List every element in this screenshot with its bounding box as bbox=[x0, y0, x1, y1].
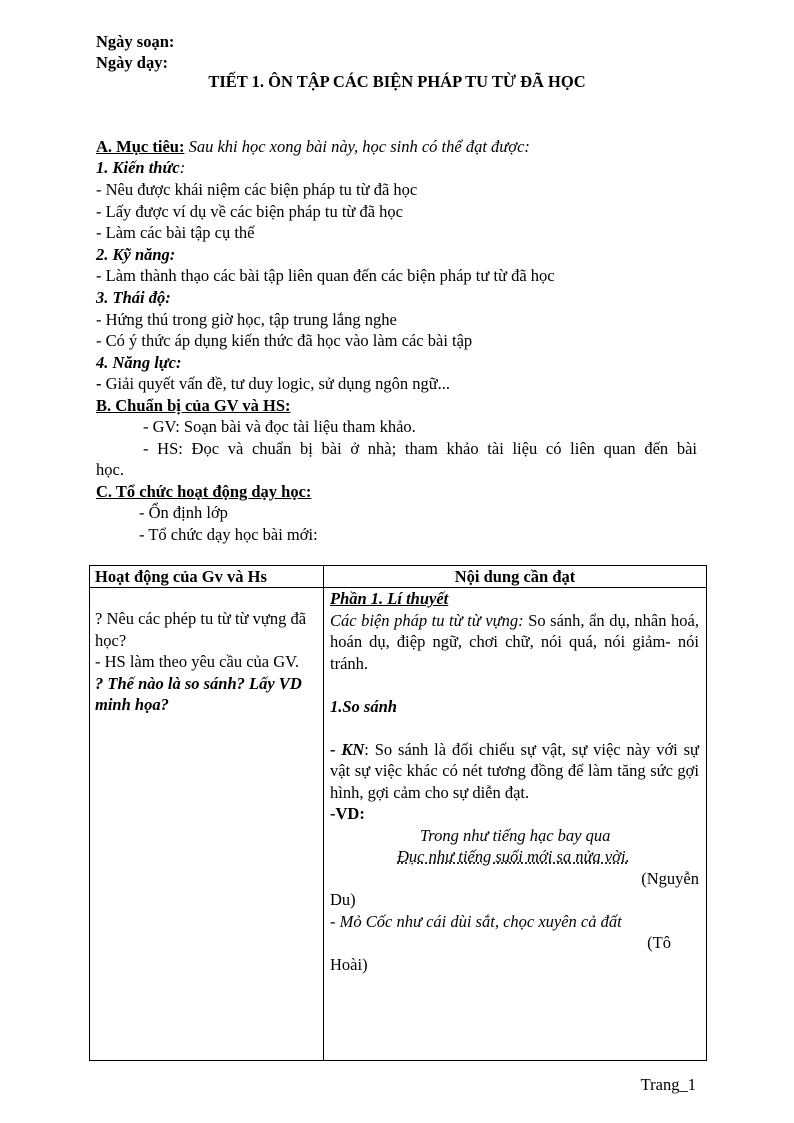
organization-item: - Ổn định lớp bbox=[139, 503, 228, 522]
definition-paragraph bbox=[330, 739, 699, 804]
knowledge-item: - Làm các bài tập cụ thể bbox=[96, 223, 255, 242]
competence-line bbox=[96, 373, 450, 394]
knowledge-item: - Nêu được khái niệm các biện pháp tu từ đã học bbox=[96, 180, 418, 199]
kn-dash: - bbox=[330, 739, 342, 759]
competence-text: Giải quyết vấn đề, tư duy logic, sử dụng ngôn ngữ... bbox=[101, 374, 451, 393]
lesson-title: TIẾT 1. ÔN TẬP CÁC BIỆN PHÁP TU TỪ ĐÃ HỌC bbox=[208, 72, 586, 91]
knowledge-heading-line bbox=[96, 157, 185, 178]
kn-label: KN bbox=[341, 739, 365, 759]
date-taught-label: Ngày dạy: bbox=[96, 53, 168, 72]
content-cell bbox=[324, 588, 707, 1061]
preparation-heading: B. Chuẩn bị của GV và HS: bbox=[96, 396, 291, 415]
date-prepared-label: Ngày soạn: bbox=[96, 32, 175, 51]
author-1-second: Du) bbox=[330, 890, 356, 909]
competence-dash: - bbox=[96, 374, 102, 393]
page-number: Trang_1 bbox=[640, 1075, 696, 1094]
header-content: Nội dung cần đạt bbox=[324, 566, 707, 588]
organization-heading: C. Tổ chức hoạt động dạy học: bbox=[96, 482, 312, 501]
part-title: Phần 1. Lí thuyết bbox=[330, 589, 449, 608]
table-row bbox=[90, 588, 707, 1061]
objectives-heading: A. Mục tiêu: bbox=[96, 137, 185, 156]
knowledge-heading: 1. Kiến thức bbox=[96, 158, 180, 177]
objectives-intro: Sau khi học xong bài này, học sinh có thể đạt được: bbox=[184, 137, 530, 156]
preparation-hs-line1: - HS: Đọc và chuẩn bị bài ở nhà; tham khảo tài liệu có liên quan đến bài bbox=[143, 439, 697, 458]
attitude-item: - Hứng thú trong giờ học, tập trung lắng nghe bbox=[96, 310, 397, 329]
poem-line-1: Trong như tiếng hạc bay qua bbox=[420, 825, 611, 845]
preparation-hs-line2: học. bbox=[96, 460, 124, 479]
example-2: - Mỏ Cốc như cái dùi sắt, chọc xuyên cả đất bbox=[330, 911, 622, 931]
kn-text: : So sánh là đối chiếu sự vật, sự việc này với sự vật sự việc khác có nét tương đồng để làm tăng sức gợi hình, gợi cảm cho sự diễn đạt. bbox=[330, 739, 699, 802]
intro-paragraph bbox=[330, 610, 699, 675]
answer-1: - HS làm theo yêu cầu của GV. bbox=[95, 652, 300, 671]
skills-heading: 2. Kỹ năng: bbox=[96, 245, 176, 264]
author-2-first: (Tô bbox=[647, 933, 671, 952]
lesson-activity-table bbox=[89, 565, 707, 1061]
skills-item: - Làm thành thạo các bài tập liên quan đến các biện pháp tư từ đã học bbox=[96, 266, 555, 285]
activities-cell bbox=[90, 588, 324, 1061]
intro-label: Các biện pháp tu từ từ vựng: bbox=[330, 610, 524, 630]
table-header-row bbox=[90, 566, 707, 588]
intro-text: So sánh, ẩn dụ, nhân hoá, hoán dụ, điệp ngữ, chơi chữ, nói quá, nói giảm- nói tránh. bbox=[330, 610, 699, 673]
author-2-second: Hoài) bbox=[330, 954, 368, 974]
question-1: ? Nêu các phép tu từ từ vựng đã học? bbox=[95, 609, 307, 650]
header-teacher-activities: Hoạt động của Gv và Hs bbox=[90, 566, 324, 588]
spacer bbox=[330, 674, 699, 696]
spacer bbox=[330, 717, 699, 739]
attitude-item: - Có ý thức áp dụng kiến thức đã học vào làm các bài tập bbox=[96, 331, 473, 350]
section-heading: 1.So sánh bbox=[330, 696, 397, 716]
poem-line-2: Đục như tiếng suối mới sa nửa vời. bbox=[397, 847, 630, 866]
knowledge-colon: : bbox=[179, 158, 186, 177]
example-label: -VD: bbox=[330, 804, 365, 823]
competence-heading: 4. Năng lực: bbox=[96, 353, 182, 372]
objectives-line bbox=[96, 136, 530, 157]
knowledge-item: - Lấy được ví dụ về các biện pháp tu từ đã học bbox=[96, 202, 404, 221]
organization-item: - Tổ chức dạy học bài mới: bbox=[139, 525, 318, 544]
preparation-gv: - GV: Soạn bài và đọc tài liệu tham khảo. bbox=[143, 417, 416, 436]
attitude-heading: 3. Thái độ: bbox=[96, 288, 171, 307]
question-2: ? Thế nào là so sánh? Lấy VD minh họa? bbox=[95, 673, 302, 714]
author-1-first: (Nguyễn bbox=[641, 868, 699, 888]
